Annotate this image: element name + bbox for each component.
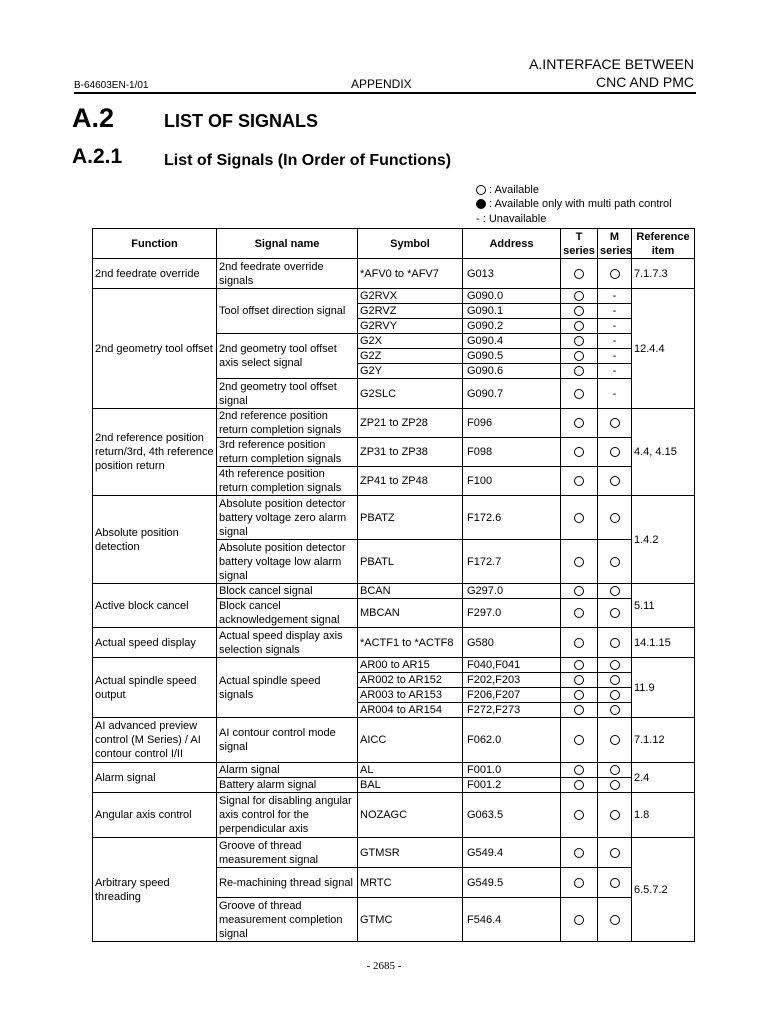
cell-function: Absolute position detection bbox=[93, 496, 217, 584]
cell-signal: Block cancel signal bbox=[217, 584, 358, 599]
cell-signal: AI contour control mode signal bbox=[217, 718, 358, 763]
available-circle-icon bbox=[610, 586, 620, 596]
cell-signal: Absolute position detector battery voltage zero alarm signal bbox=[217, 496, 358, 540]
cell-symbol: GTMC bbox=[358, 898, 463, 942]
cell-t bbox=[561, 259, 598, 289]
cell-m bbox=[598, 364, 632, 379]
table-header-row bbox=[93, 229, 695, 259]
cell-address: F001.2 bbox=[463, 778, 561, 793]
legend-available bbox=[476, 184, 539, 196]
cell-address: G090.6 bbox=[463, 364, 561, 379]
signal-table bbox=[92, 228, 695, 942]
available-circle-icon bbox=[574, 351, 584, 361]
available-circle-icon bbox=[610, 705, 620, 715]
cell-signal: 2nd reference position return completion signals bbox=[217, 409, 358, 438]
unavailable-dash: - bbox=[612, 305, 617, 317]
cell-ref: 7.1.7.3 bbox=[632, 259, 695, 289]
cell-function: 2nd feedrate override bbox=[93, 259, 217, 289]
cell-address: F297.0 bbox=[463, 599, 561, 628]
cell-t bbox=[561, 540, 598, 584]
cell-address: F098 bbox=[463, 438, 561, 467]
header-symbol: Symbol bbox=[358, 229, 463, 259]
cell-ref: 11.9 bbox=[632, 658, 695, 718]
table-row bbox=[93, 658, 695, 673]
available-circle-icon bbox=[574, 269, 584, 279]
cell-m bbox=[598, 673, 632, 688]
available-circle-icon bbox=[574, 476, 584, 486]
cell-ref: 12.4.4 bbox=[632, 289, 695, 409]
available-circle-icon bbox=[574, 915, 584, 925]
cell-t bbox=[561, 778, 598, 793]
header-m-series: M series bbox=[598, 229, 632, 259]
cell-function: Arbitrary speed threading bbox=[93, 838, 217, 942]
cell-t bbox=[561, 304, 598, 319]
cell-m bbox=[598, 584, 632, 599]
cell-function: Alarm signal bbox=[93, 763, 217, 793]
available-circle-icon bbox=[574, 810, 584, 820]
cell-symbol: PBATL bbox=[358, 540, 463, 584]
cell-t bbox=[561, 628, 598, 658]
header-t-series: T series bbox=[561, 229, 598, 259]
available-circle-icon bbox=[610, 735, 620, 745]
cell-function: 2nd reference position return/3rd, 4th reference position return bbox=[93, 409, 217, 496]
cell-symbol: BCAN bbox=[358, 584, 463, 599]
cell-address: G549.5 bbox=[463, 868, 561, 898]
cell-m bbox=[598, 438, 632, 467]
available-circle-icon bbox=[610, 660, 620, 670]
available-circle-icon bbox=[610, 675, 620, 685]
cell-m bbox=[598, 259, 632, 289]
cell-m bbox=[598, 409, 632, 438]
table-row bbox=[93, 718, 695, 763]
available-circle-icon bbox=[574, 735, 584, 745]
cell-address: G013 bbox=[463, 259, 561, 289]
cell-address: F202,F203 bbox=[463, 673, 561, 688]
cell-signal: Actual spindle speed signals bbox=[217, 658, 358, 718]
available-circle-icon bbox=[574, 675, 584, 685]
unavailable-dash: - bbox=[612, 350, 617, 362]
cell-signal: 2nd geometry tool offset axis select signal bbox=[217, 334, 358, 379]
cell-address: F172.7 bbox=[463, 540, 561, 584]
cell-signal: Re-machining thread signal bbox=[217, 868, 358, 898]
cell-t bbox=[561, 673, 598, 688]
cell-symbol: G2Z bbox=[358, 349, 463, 364]
cell-symbol: G2RVY bbox=[358, 319, 463, 334]
table-row bbox=[93, 838, 695, 868]
unavailable-dash: - bbox=[612, 335, 617, 347]
available-circle-icon bbox=[610, 810, 620, 820]
cell-ref: 1.4.2 bbox=[632, 496, 695, 584]
cell-symbol: MRTC bbox=[358, 868, 463, 898]
available-circle-icon bbox=[610, 418, 620, 428]
table-row bbox=[93, 496, 695, 540]
available-circle-icon bbox=[574, 660, 584, 670]
cell-t bbox=[561, 793, 598, 838]
cell-ref: 14.1.15 bbox=[632, 628, 695, 658]
cell-function: Active block cancel bbox=[93, 584, 217, 628]
section-number: A.2 bbox=[72, 103, 115, 133]
cell-function: Actual spindle speed output bbox=[93, 658, 217, 718]
cell-address: G090.0 bbox=[463, 289, 561, 304]
available-circle-icon bbox=[574, 291, 584, 301]
cell-ref: 2.4 bbox=[632, 763, 695, 793]
cell-m bbox=[598, 898, 632, 942]
cell-m bbox=[598, 599, 632, 628]
cell-m bbox=[598, 793, 632, 838]
cell-symbol: PBATZ bbox=[358, 496, 463, 540]
cell-address: G297.0 bbox=[463, 584, 561, 599]
cell-symbol: *AFV0 to *AFV7 bbox=[358, 259, 463, 289]
cell-signal: Absolute position detector battery voltage low alarm signal bbox=[217, 540, 358, 584]
cell-signal: 2nd feedrate override signals bbox=[217, 259, 358, 289]
cell-ref: 5.11 bbox=[632, 584, 695, 628]
cell-t bbox=[561, 838, 598, 868]
available-circle-icon bbox=[574, 586, 584, 596]
header-reference: Reference item bbox=[632, 229, 695, 259]
available-circle-icon bbox=[610, 780, 620, 790]
legend-multi-path-label: : Available only with multi path control bbox=[489, 198, 672, 210]
cell-signal: 3rd reference position return completion signals bbox=[217, 438, 358, 467]
available-circle-icon bbox=[574, 765, 584, 775]
cell-t bbox=[561, 319, 598, 334]
cell-address: F172.6 bbox=[463, 496, 561, 540]
cell-address: F040,F041 bbox=[463, 658, 561, 673]
available-circle-icon bbox=[610, 638, 620, 648]
available-circle-icon bbox=[574, 557, 584, 567]
available-circle-icon bbox=[574, 366, 584, 376]
cell-address: F001.0 bbox=[463, 763, 561, 778]
available-circle-icon bbox=[610, 513, 620, 523]
header-title-line2: CNC AND PMC bbox=[595, 74, 694, 90]
cell-signal: 2nd geometry tool offset signal bbox=[217, 379, 358, 409]
cell-t bbox=[561, 718, 598, 763]
cell-symbol: ZP31 to ZP38 bbox=[358, 438, 463, 467]
cell-symbol: G2X bbox=[358, 334, 463, 349]
cell-symbol: *ACTF1 to *ACTF8 bbox=[358, 628, 463, 658]
cell-t bbox=[561, 289, 598, 304]
available-circle-icon bbox=[610, 476, 620, 486]
cell-address: F272,F273 bbox=[463, 703, 561, 718]
cell-address: G580 bbox=[463, 628, 561, 658]
cell-t bbox=[561, 409, 598, 438]
cell-t bbox=[561, 349, 598, 364]
cell-address: G090.7 bbox=[463, 379, 561, 409]
cell-t bbox=[561, 599, 598, 628]
available-circle-icon bbox=[574, 418, 584, 428]
cell-function: 2nd geometry tool offset bbox=[93, 289, 217, 409]
available-circle-icon bbox=[574, 690, 584, 700]
unavailable-dash: - bbox=[612, 320, 617, 332]
legend-unavailable: - : Unavailable bbox=[476, 213, 547, 225]
subsection-number: A.2.1 bbox=[72, 145, 123, 168]
available-circle-icon bbox=[574, 848, 584, 858]
table-row bbox=[93, 409, 695, 438]
cell-t bbox=[561, 658, 598, 673]
available-circle-icon bbox=[610, 848, 620, 858]
legend-available-label: : Available bbox=[489, 184, 539, 196]
cell-address: F096 bbox=[463, 409, 561, 438]
cell-symbol: ZP41 to ZP48 bbox=[358, 467, 463, 496]
cell-address: G090.5 bbox=[463, 349, 561, 364]
cell-symbol: BAL bbox=[358, 778, 463, 793]
filled-circle-icon bbox=[476, 199, 486, 209]
cell-signal: Battery alarm signal bbox=[217, 778, 358, 793]
cell-symbol: G2RVZ bbox=[358, 304, 463, 319]
cell-address: F546.4 bbox=[463, 898, 561, 942]
header-title-line1: A.INTERFACE BETWEEN bbox=[529, 56, 694, 72]
cell-symbol: AR00 to AR15 bbox=[358, 658, 463, 673]
cell-signal: Signal for disabling angular axis control for the perpendicular axis bbox=[217, 793, 358, 838]
available-circle-icon bbox=[574, 608, 584, 618]
cell-symbol: G2Y bbox=[358, 364, 463, 379]
cell-m bbox=[598, 763, 632, 778]
cell-address: G090.4 bbox=[463, 334, 561, 349]
cell-signal: 4th reference position return completion signals bbox=[217, 467, 358, 496]
table-row bbox=[93, 628, 695, 658]
cell-m bbox=[598, 289, 632, 304]
cell-m bbox=[598, 304, 632, 319]
cell-t bbox=[561, 703, 598, 718]
available-circle-icon bbox=[610, 557, 620, 567]
cell-signal: Tool offset direction signal bbox=[217, 289, 358, 334]
cell-signal: Block cancel acknowledgement signal bbox=[217, 599, 358, 628]
cell-symbol: AR003 to AR153 bbox=[358, 688, 463, 703]
available-circle-icon bbox=[610, 608, 620, 618]
table-row bbox=[93, 584, 695, 599]
cell-address: F206,F207 bbox=[463, 688, 561, 703]
cell-t bbox=[561, 898, 598, 942]
cell-t bbox=[561, 584, 598, 599]
cell-t bbox=[561, 868, 598, 898]
cell-signal: Actual speed display axis selection signals bbox=[217, 628, 358, 658]
cell-t bbox=[561, 379, 598, 409]
table-row bbox=[93, 289, 695, 304]
table-row bbox=[93, 793, 695, 838]
available-circle-icon bbox=[574, 321, 584, 331]
cell-symbol: AICC bbox=[358, 718, 463, 763]
cell-signal: Groove of thread measurement signal bbox=[217, 838, 358, 868]
cell-symbol: NOZAGC bbox=[358, 793, 463, 838]
table-row bbox=[93, 259, 695, 289]
cell-symbol: AR004 to AR154 bbox=[358, 703, 463, 718]
cell-signal: Alarm signal bbox=[217, 763, 358, 778]
cell-symbol: AL bbox=[358, 763, 463, 778]
cell-m bbox=[598, 379, 632, 409]
cell-ref: 7.1.12 bbox=[632, 718, 695, 763]
cell-t bbox=[561, 763, 598, 778]
cell-function: Angular axis control bbox=[93, 793, 217, 838]
cell-t bbox=[561, 334, 598, 349]
cell-symbol: GTMSR bbox=[358, 838, 463, 868]
cell-ref: 6.5.7.2 bbox=[632, 838, 695, 942]
subsection-title: List of Signals (In Order of Functions) bbox=[164, 152, 452, 169]
cell-m bbox=[598, 628, 632, 658]
header-signal-name: Signal name bbox=[217, 229, 358, 259]
open-circle-icon bbox=[476, 185, 486, 195]
available-circle-icon bbox=[574, 878, 584, 888]
cell-m bbox=[598, 467, 632, 496]
cell-address: F062.0 bbox=[463, 718, 561, 763]
header-rule bbox=[74, 92, 696, 94]
section-title: LIST OF SIGNALS bbox=[164, 111, 319, 131]
unavailable-dash: - bbox=[612, 365, 617, 377]
available-circle-icon bbox=[610, 269, 620, 279]
available-circle-icon bbox=[574, 705, 584, 715]
cell-signal: Groove of thread measurement completion signal bbox=[217, 898, 358, 942]
available-circle-icon bbox=[574, 336, 584, 346]
cell-m bbox=[598, 319, 632, 334]
cell-m bbox=[598, 778, 632, 793]
cell-address: F100 bbox=[463, 467, 561, 496]
cell-address: G549.4 bbox=[463, 838, 561, 868]
cell-address: G063.5 bbox=[463, 793, 561, 838]
document-number: B-64603EN-1/01 bbox=[74, 80, 149, 91]
available-circle-icon bbox=[574, 513, 584, 523]
cell-symbol: G2SLC bbox=[358, 379, 463, 409]
cell-function: Actual speed display bbox=[93, 628, 217, 658]
cell-symbol: ZP21 to ZP28 bbox=[358, 409, 463, 438]
cell-m bbox=[598, 718, 632, 763]
cell-t bbox=[561, 438, 598, 467]
table-row bbox=[93, 763, 695, 778]
cell-m bbox=[598, 658, 632, 673]
available-circle-icon bbox=[610, 765, 620, 775]
available-circle-icon bbox=[574, 638, 584, 648]
cell-m bbox=[598, 496, 632, 540]
cell-ref: 4.4, 4.15 bbox=[632, 409, 695, 496]
unavailable-dash: - bbox=[612, 290, 617, 302]
section-name: APPENDIX bbox=[351, 77, 412, 91]
legend-multi-path bbox=[476, 198, 672, 210]
cell-m bbox=[598, 540, 632, 584]
cell-m bbox=[598, 334, 632, 349]
cell-address: G090.2 bbox=[463, 319, 561, 334]
cell-m bbox=[598, 688, 632, 703]
unavailable-dash: - bbox=[612, 387, 617, 400]
available-circle-icon bbox=[610, 690, 620, 700]
available-circle-icon bbox=[574, 306, 584, 316]
cell-m bbox=[598, 868, 632, 898]
cell-function: AI advanced preview control (M Series) / AI contour control I/II bbox=[93, 718, 217, 763]
available-circle-icon bbox=[574, 780, 584, 790]
header-address: Address bbox=[463, 229, 561, 259]
cell-m bbox=[598, 703, 632, 718]
cell-symbol: MBCAN bbox=[358, 599, 463, 628]
cell-t bbox=[561, 496, 598, 540]
cell-symbol: AR002 to AR152 bbox=[358, 673, 463, 688]
available-circle-icon bbox=[574, 447, 584, 457]
cell-m bbox=[598, 349, 632, 364]
header-function: Function bbox=[93, 229, 217, 259]
available-circle-icon bbox=[610, 878, 620, 888]
cell-m bbox=[598, 838, 632, 868]
cell-t bbox=[561, 688, 598, 703]
available-circle-icon bbox=[610, 447, 620, 457]
cell-ref: 1.8 bbox=[632, 793, 695, 838]
available-circle-icon bbox=[610, 915, 620, 925]
available-circle-icon bbox=[574, 389, 584, 399]
page-number: - 2685 - bbox=[366, 960, 402, 972]
cell-t bbox=[561, 467, 598, 496]
cell-address: G090.1 bbox=[463, 304, 561, 319]
cell-symbol: G2RVX bbox=[358, 289, 463, 304]
cell-t bbox=[561, 364, 598, 379]
